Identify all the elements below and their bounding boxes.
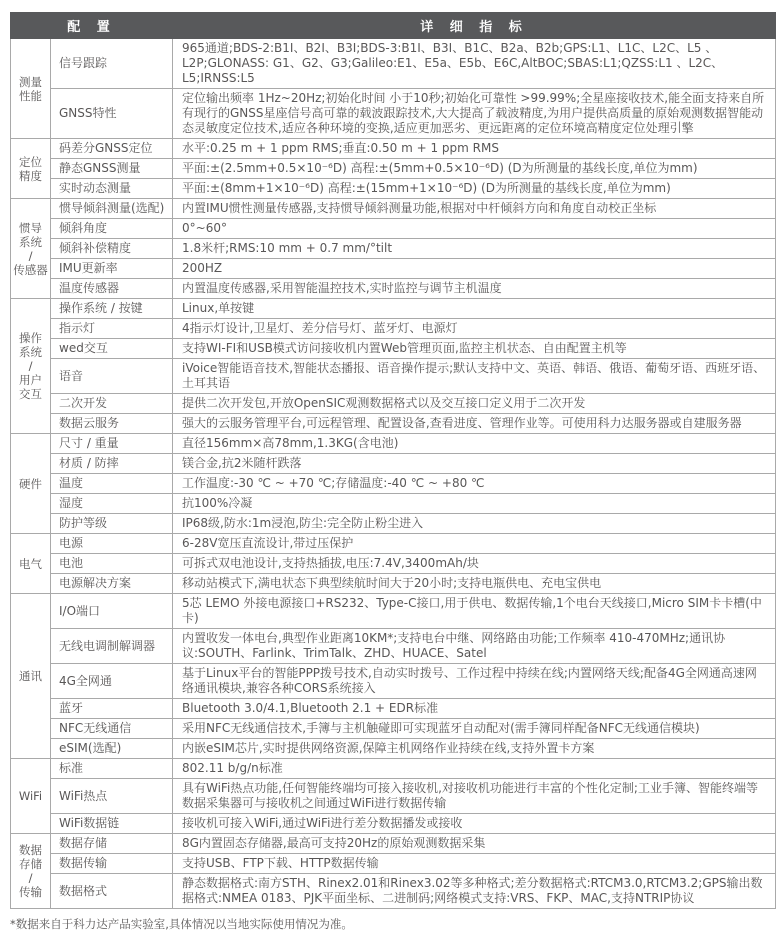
detail-value: Bluetooth 3.0/4.1,Bluetooth 2.1 + EDR标准 [173, 699, 776, 719]
detail-value: 内置温度传感器,采用智能温控技术,实时监控与调节主机温度 [173, 279, 776, 299]
detail-column-header: 详 细 指 标 [173, 13, 776, 39]
config-name: 防护等级 [51, 514, 173, 534]
spec-row [11, 629, 776, 664]
spec-row [11, 219, 776, 239]
category-line: 存储 [19, 857, 42, 871]
category-line: 系统 [19, 234, 42, 249]
detail-value: IP68级,防水:1m浸泡,防尘:完全防止粉尘进入 [173, 514, 776, 534]
config-name: 数据传输 [51, 854, 173, 874]
detail-value: 内置收发一体电台,典型作业距离10KM*;支持电台中继、网络路由功能;工作频率 410-470MHz;通讯协议:SOUTH、Farlink、TrimTalk、ZHD、HUACE、Satel [173, 629, 776, 664]
config-name: 电源 [51, 534, 173, 554]
config-column-header: 配 置 [11, 13, 173, 39]
detail-value: 支持USB、FTP下载、HTTP数据传输 [173, 854, 776, 874]
detail-value: Linux,单按键 [173, 299, 776, 319]
config-name: eSIM(选配) [51, 739, 173, 759]
config-name: 数据格式 [51, 874, 173, 909]
detail-value: 802.11 b/g/n标准 [173, 759, 776, 779]
category-line: 定位 [19, 154, 42, 169]
config-name: 倾斜角度 [51, 219, 173, 239]
spec-row [11, 414, 776, 434]
category-line: / [28, 359, 33, 373]
category-line: 惯导 [19, 220, 42, 235]
config-name: 信号跟踪 [51, 39, 173, 89]
spec-row [11, 664, 776, 699]
detail-value: 抗100%冷凝 [173, 494, 776, 514]
spec-row [11, 454, 776, 474]
spec-row [11, 814, 776, 834]
spec-row [11, 534, 776, 554]
spec-row [11, 594, 776, 629]
category-cell-os-interaction [11, 299, 51, 434]
spec-row [11, 139, 776, 159]
spec-row [11, 159, 776, 179]
config-name: 惯导倾斜测量(选配) [51, 199, 173, 219]
spec-row [11, 89, 776, 139]
category-line: 数据 [19, 843, 42, 857]
category-cell-ins-sensors [11, 199, 51, 299]
detail-value: 内嵌eSIM芯片,实时提供网络资源,保障主机网络作业持续在线,支持外置卡方案 [173, 739, 776, 759]
config-name: 实时动态测量 [51, 179, 173, 199]
category-cell-hardware [11, 434, 51, 534]
category-line: 性能 [19, 88, 42, 103]
detail-value: 平面:±(8mm+1×10⁻⁶D) 高程:±(15mm+1×10⁻⁶D) (D为所测量的基线长度,单位为mm) [173, 179, 776, 199]
category-cell-data-storage-transfer [11, 834, 51, 909]
spec-table [10, 12, 776, 909]
config-name: GNSS特性 [51, 89, 173, 139]
category-line: 精度 [19, 168, 42, 183]
detail-value: 965通道;BDS-2:B1I、B2I、B3I;BDS-3:B1I、B3I、B1C、B2a、B2b;GPS:L1、L1C、L2C、L5 、L2P;GLONASS: G1、G2、G3;Galileo:E1、E5a、E5b、E6C,AltBOC;SBAS:L1;QZSS:L1 、L2C、L5;IRNSS:L5 [173, 39, 776, 89]
config-name: I/O端口 [51, 594, 173, 629]
config-name: 湿度 [51, 494, 173, 514]
spec-row [11, 719, 776, 739]
config-name: 温度 [51, 474, 173, 494]
category-cell-measurement [11, 39, 51, 139]
spec-row [11, 394, 776, 414]
detail-value: 镁合金,抗2米随杆跌落 [173, 454, 776, 474]
detail-value: 200HZ [173, 259, 776, 279]
spec-row [11, 874, 776, 909]
detail-value: 基于Linux平台的智能PPP拨号技术,自动实时拨号、工作过程中持续在线;内置网络天线;配备4G全网通高速网络通讯模块,兼容各种CORS系统接入 [173, 664, 776, 699]
spec-row [11, 554, 776, 574]
category-line: 电气 [19, 556, 42, 571]
spec-row [11, 339, 776, 359]
config-name: 温度传感器 [51, 279, 173, 299]
category-cell-wifi [11, 759, 51, 834]
config-name: 码差分GNSS定位 [51, 139, 173, 159]
spec-row [11, 574, 776, 594]
spec-row [11, 739, 776, 759]
detail-value: 6-28V宽压直流设计,带过压保护 [173, 534, 776, 554]
config-name: IMU更新率 [51, 259, 173, 279]
config-name: 语音 [51, 359, 173, 394]
category-line: 硬件 [19, 476, 42, 491]
detail-value: 工作温度:-30 ℃ ~ +70 ℃;存储温度:-40 ℃ ~ +80 ℃ [173, 474, 776, 494]
category-line: 通讯 [19, 669, 42, 683]
config-name: 无线电调制解调器 [51, 629, 173, 664]
spec-row [11, 434, 776, 454]
detail-value: 5芯 LEMO 外接电源接口+RS232、Type-C接口,用于供电、数据传输,1个电台天线接口,Micro SIM卡卡槽(中卡) [173, 594, 776, 629]
detail-value: 4指示灯设计,卫星灯、差分信号灯、蓝牙灯、电源灯 [173, 319, 776, 339]
detail-value: 提供二次开发包,开放OpenSIC观测数据格式以及交互接口定义用于二次开发 [173, 394, 776, 414]
category-line: 系统 [19, 345, 42, 359]
detail-value: 定位输出频率 1Hz~20Hz;初始化时间 小于10秒;初始化可靠性 >99.99%;全星座接收技术,能全面支持来自所有现行的GNSS星座信号高可靠的载波跟踪技术,大大提高了载波精度,为用户提供高质量的原始观测数据智能动态灵敏度定位技术,适应各种环境的变换,适应更加恶劣、更远距离的定位环境高精度定位处理引擎 [173, 89, 776, 139]
config-name: 数据存储 [51, 834, 173, 854]
category-line: 传输 [19, 885, 42, 899]
category-line: 用户 [19, 373, 42, 387]
category-line: 测量 [19, 74, 42, 89]
spec-row [11, 854, 776, 874]
category-cell-electrical [11, 534, 51, 594]
config-name: WiFi热点 [51, 779, 173, 814]
spec-row [11, 179, 776, 199]
config-name: 指示灯 [51, 319, 173, 339]
category-line: WiFi [18, 789, 43, 803]
config-name: 操作系统 / 按键 [51, 299, 173, 319]
config-name: 倾斜补偿精度 [51, 239, 173, 259]
config-name: WiFi数据链 [51, 814, 173, 834]
config-name: 标准 [51, 759, 173, 779]
detail-value: 1.8米杆;RMS:10 mm + 0.7 mm/°tilt [173, 239, 776, 259]
detail-value: 强大的云服务管理平台,可远程管理、配置设备,查看进度、管理作业等。可使用科力达服务器或自建服务器 [173, 414, 776, 434]
spec-row [11, 514, 776, 534]
detail-value: 具有WiFi热点功能,任何智能终端均可接入接收机,对接收机功能进行丰富的个性化定制;工业手簿、智能终端等数据采集器可与接收机之间通过WiFi进行数据传输 [173, 779, 776, 814]
detail-value: 平面:±(2.5mm+0.5×10⁻⁶D) 高程:±(5mm+0.5×10⁻⁶D) (D为所测量的基线长度,单位为mm) [173, 159, 776, 179]
category-cell-communication [11, 594, 51, 759]
detail-value: 内置IMU惯性测量传感器,支持惯导倾斜测量功能,根据对中杆倾斜方向和角度自动校正坐标 [173, 199, 776, 219]
detail-value: 可拆式双电池设计,支持热插拔,电压:7.4V,3400mAh/块 [173, 554, 776, 574]
detail-value: 移动站模式下,满电状态下典型续航时间大于20小时;支持电瓶供电、充电宝供电 [173, 574, 776, 594]
category-line: 传感器 [13, 262, 48, 277]
category-cell-positioning-accuracy [11, 139, 51, 199]
config-name: 蓝牙 [51, 699, 173, 719]
config-name: 二次开发 [51, 394, 173, 414]
detail-value: 8G内置固态存储器,最高可支持20Hz的原始观测数据采集 [173, 834, 776, 854]
spec-row [11, 779, 776, 814]
spec-row [11, 39, 776, 89]
config-name: 静态GNSS测量 [51, 159, 173, 179]
config-name: NFC无线通信 [51, 719, 173, 739]
spec-row [11, 759, 776, 779]
spec-row [11, 279, 776, 299]
category-line: / [28, 871, 33, 885]
config-name: 材质 / 防摔 [51, 454, 173, 474]
category-line: 操作 [19, 331, 42, 345]
detail-value: 0°~60° [173, 219, 776, 239]
spec-row [11, 474, 776, 494]
footnote: *数据来自于科力达产品实验室,具体情况以当地实际使用情况为准。 [10, 917, 353, 931]
spec-row [11, 259, 776, 279]
category-line: 交互 [19, 387, 42, 401]
detail-value: 采用NFC无线通信技术,手簿与主机触碰即可实现蓝牙自动配对(需手簿同样配备NFC无线通信模块) [173, 719, 776, 739]
config-name: 4G全网通 [51, 664, 173, 699]
detail-value: 静态数据格式:南方STH、Rinex2.01和Rinex3.02等多种格式;差分数据格式:RTCM3.0,RTCM3.2;GPS输出数据格式:NMEA 0183、PJK平面坐标、二进制码;网络模式支持:VRS、FKP、MAC,支持NTRIP协议 [173, 874, 776, 909]
spec-row [11, 199, 776, 219]
detail-value: 支持WI-FI和USB模式访问接收机内置Web管理页面,监控主机状态、自由配置主机等 [173, 339, 776, 359]
detail-value: 水平:0.25 m + 1 ppm RMS;垂直:0.50 m + 1 ppm RMS [173, 139, 776, 159]
config-name: 电池 [51, 554, 173, 574]
config-name: 数据云服务 [51, 414, 173, 434]
spec-row [11, 239, 776, 259]
config-name: 电源解决方案 [51, 574, 173, 594]
config-name: 尺寸 / 重量 [51, 434, 173, 454]
spec-row [11, 699, 776, 719]
config-name: wed交互 [51, 339, 173, 359]
category-line: / [28, 248, 33, 263]
detail-value: 直径156mm×高78mm,1.3KG(含电池) [173, 434, 776, 454]
spec-row [11, 319, 776, 339]
detail-value: iVoice智能语音技术,智能状态播报、语音操作提示;默认支持中文、英语、韩语、俄语、葡萄牙语、西班牙语、土耳其语 [173, 359, 776, 394]
spec-row [11, 494, 776, 514]
header-row [11, 13, 776, 39]
spec-row [11, 359, 776, 394]
spec-row [11, 299, 776, 319]
spec-row [11, 834, 776, 854]
detail-value: 接收机可接入WiFi,通过WiFi进行差分数据播发或接收 [173, 814, 776, 834]
